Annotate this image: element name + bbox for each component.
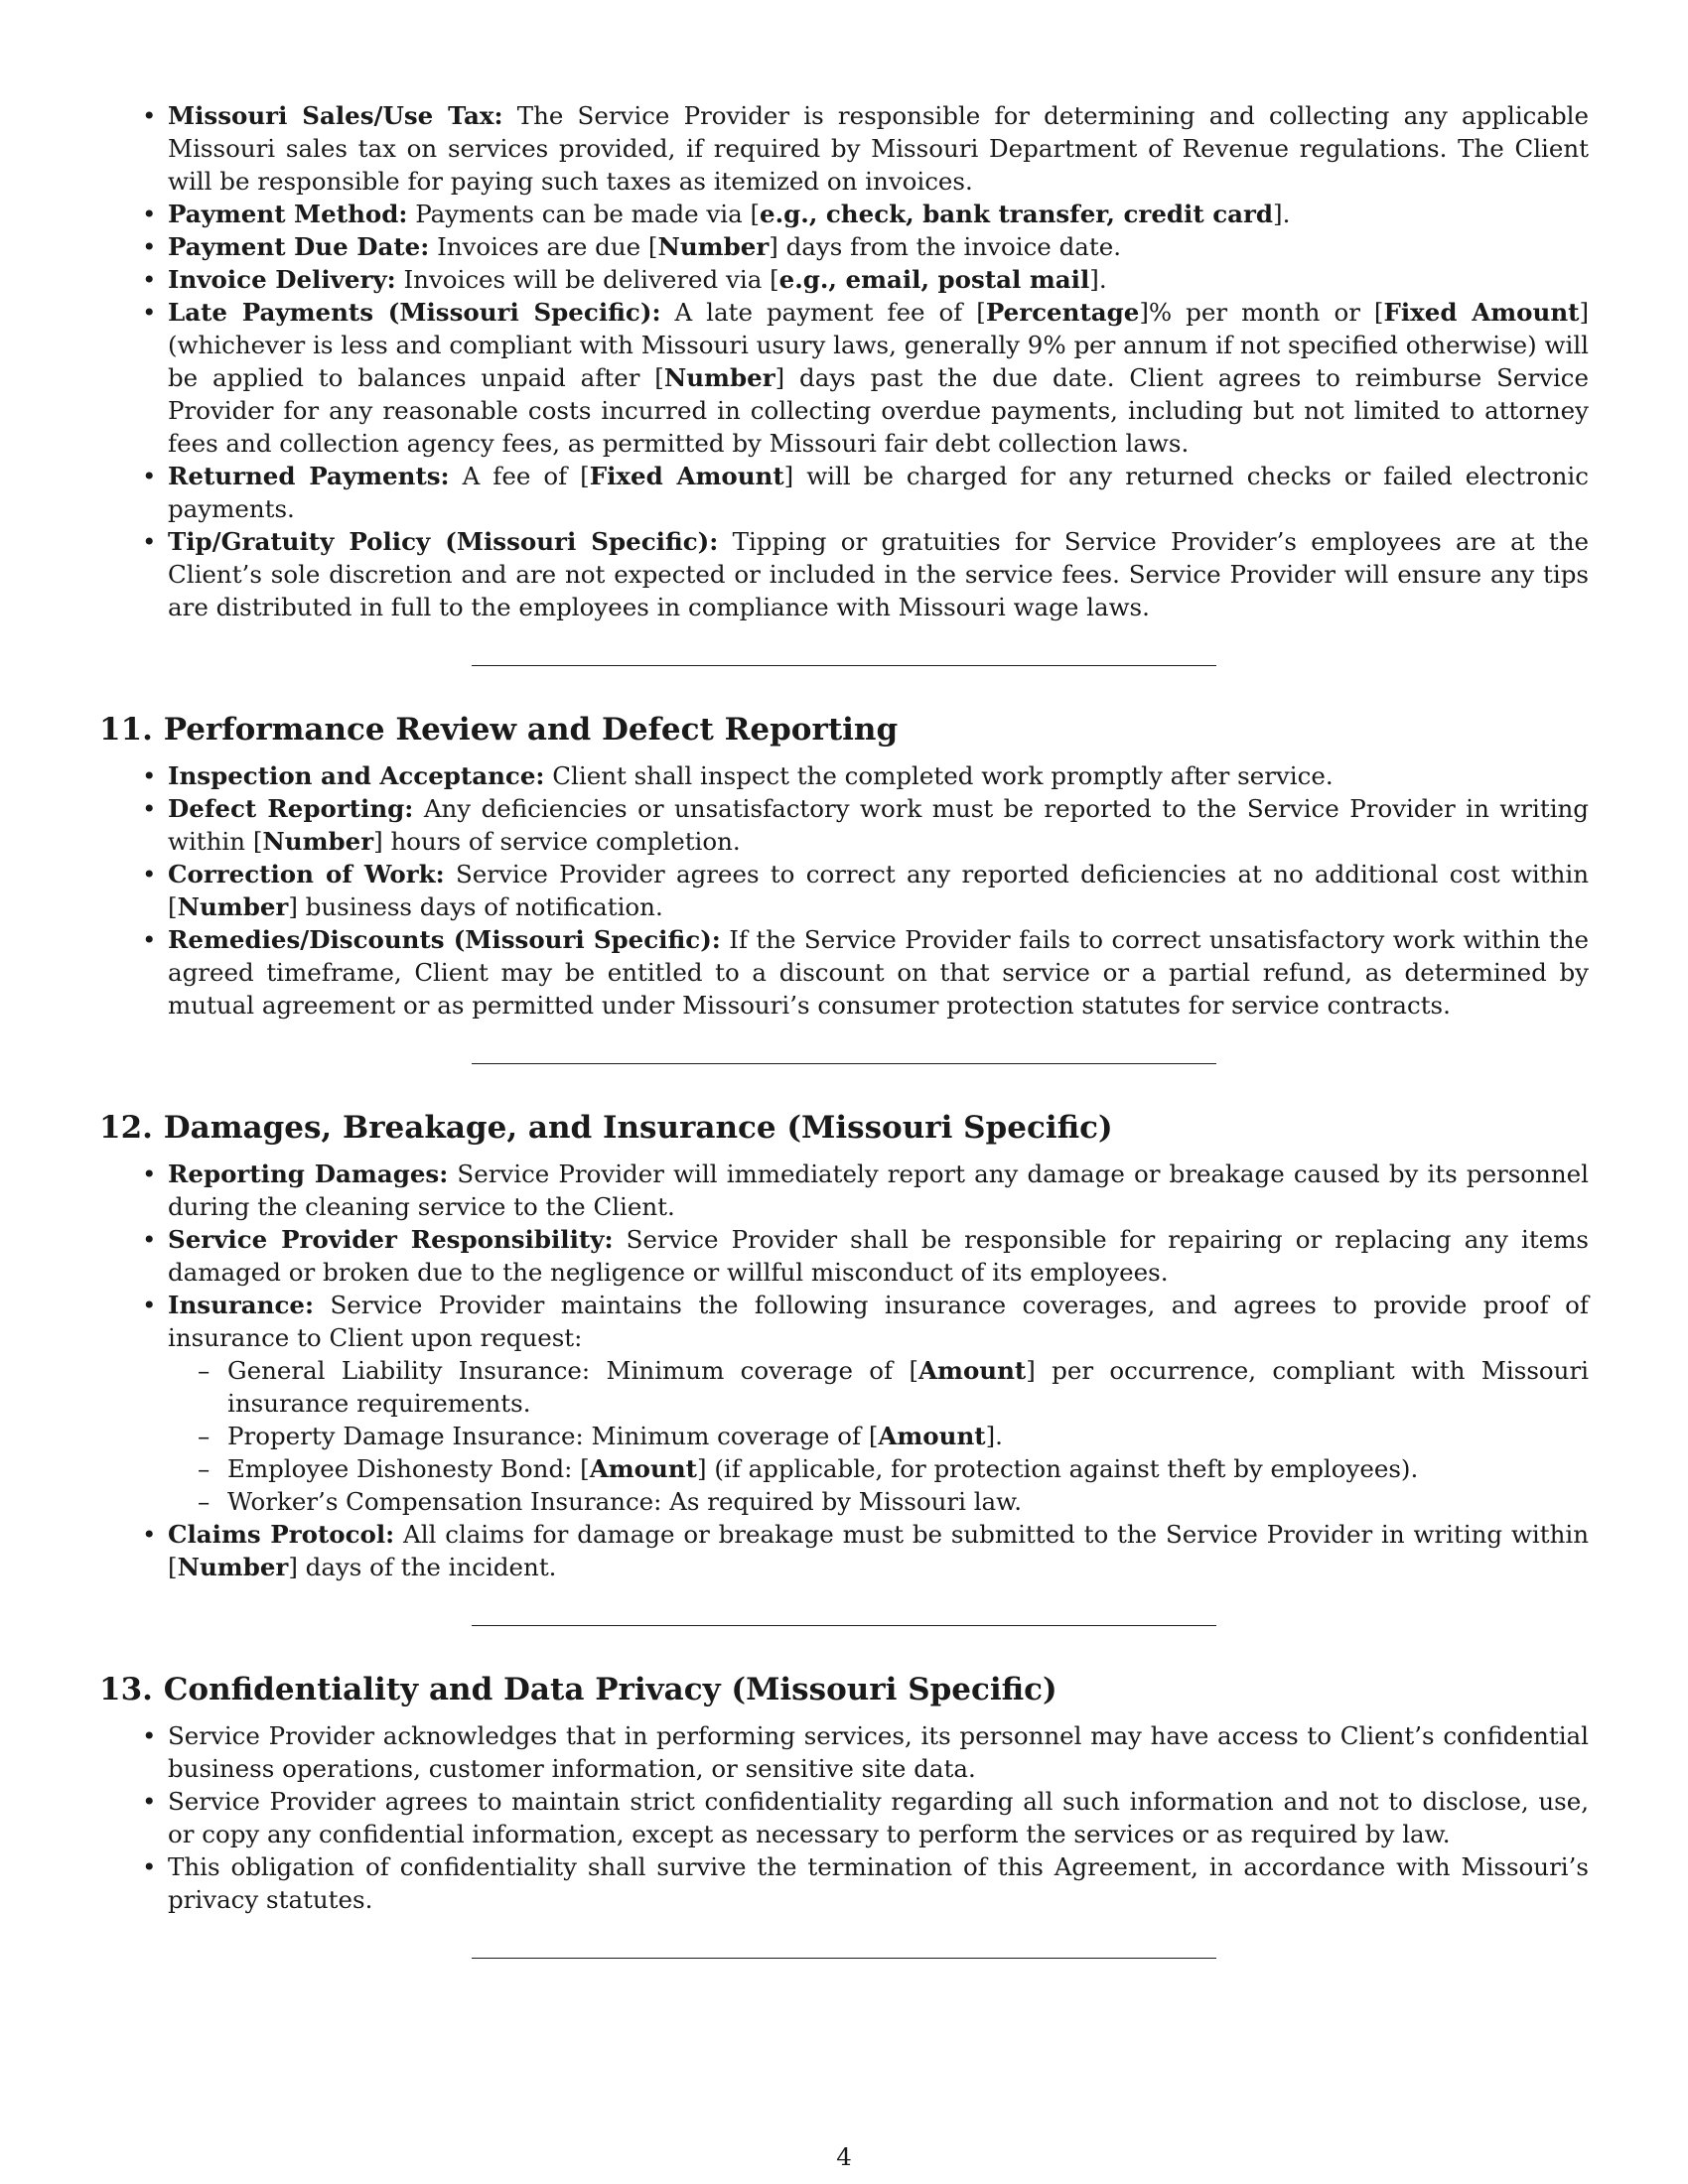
page-number: 4	[836, 2142, 852, 2171]
item-label: Service Provider Responsibility:	[168, 1225, 614, 1254]
list-item: • Reporting Damages: Service Provider will immediately report any damage or breakage caused by its personnel during the cleaning service to the Client.	[168, 1158, 1589, 1223]
placeholder-field: Number	[177, 1553, 289, 1581]
list-item: • Tip/Gratuity Policy (Missouri Specific): Tipping or gratuities for Service Provider’s employees are at the Client’s sole discretion and are not expected or included in the service fees. Service Provider will ensure any tips are distributed in full to the employees in compliance with Missouri wage laws.	[168, 525, 1589, 623]
list-item: • Defect Reporting: Any deficiencies or unsatisfactory work must be reported to the Service Provider in writing within [Number] hours of service completion.	[168, 792, 1589, 858]
list-item: – Worker’s Compensation Insurance: As required by Missouri law.	[227, 1485, 1589, 1518]
item-label: Defect Reporting:	[168, 794, 414, 823]
list-item: • Remedies/Discounts (Missouri Specific): If the Service Provider fails to correct unsatisfactory work within the agreed timeframe, Client may be entitled to a discount on that service or a partial refund, as determined by mutual agreement or as permitted under Missouri’s consumer protection statutes for service contracts.	[168, 923, 1589, 1022]
list-item: – General Liability Insurance: Minimum coverage of [Amount] per occurrence, compliant with Missouri insurance requirements.	[227, 1354, 1589, 1420]
insurance-coverage-list	[168, 1354, 1589, 1518]
list-item: • Invoice Delivery: Invoices will be delivered via [e.g., email, postal mail].	[168, 263, 1589, 296]
list-item: • This obligation of confidentiality shall survive the termination of this Agreement, in accordance with Missouri’s privacy statutes.	[168, 1850, 1589, 1916]
item-label: Late Payments (Missouri Specific):	[168, 298, 661, 327]
placeholder-field: Percentage	[985, 298, 1140, 327]
list-item: • Service Provider acknowledges that in performing services, its personnel may have access to Client’s confidential business operations, customer information, or sensitive site data.	[168, 1719, 1589, 1785]
item-label: Payment Due Date:	[168, 232, 430, 261]
section-11-list	[99, 759, 1589, 1022]
list-item: – Employee Dishonesty Bond: [Amount] (if applicable, for protection against theft by employees).	[227, 1452, 1589, 1485]
list-item: – Property Damage Insurance: Minimum coverage of [Amount].	[227, 1420, 1589, 1452]
payment-terms-list	[99, 99, 1589, 623]
section-divider	[472, 1625, 1216, 1626]
placeholder-field: Amount	[918, 1356, 1027, 1385]
page-content	[99, 99, 1589, 1959]
item-label: Correction of Work:	[168, 860, 445, 888]
placeholder-field: Number	[262, 827, 374, 856]
list-item: • Returned Payments: A fee of [Fixed Amount] will be charged for any returned checks or failed electronic payments.	[168, 460, 1589, 525]
list-item: • Correction of Work: Service Provider agrees to correct any reported deficiencies at no additional cost within [Number] business days of notification.	[168, 858, 1589, 923]
list-item: • Service Provider agrees to maintain strict confidentiality regarding all such information and not to disclose, use, or copy any confidential information, except as necessary to perform the services or as required by law.	[168, 1785, 1589, 1850]
list-item: • Missouri Sales/Use Tax: The Service Provider is responsible for determining and collecting any applicable Missouri sales tax on services provided, if required by Missouri Department of Revenue regulations. The Client will be responsible for paying such taxes as itemized on invoices.	[168, 99, 1589, 198]
item-label: Payment Method:	[168, 200, 408, 228]
item-label: Reporting Damages:	[168, 1160, 449, 1188]
section-heading-12: 12. Damages, Breakage, and Insurance (Missouri Specific)	[99, 1110, 1113, 1146]
list-item: • Service Provider Responsibility: Service Provider shall be responsible for repairing or replacing any items damaged or broken due to the negligence or willful misconduct of its employees.	[168, 1223, 1589, 1289]
placeholder-field: Amount	[589, 1454, 697, 1483]
placeholder-field: Number	[177, 892, 289, 921]
list-item: • Payment Method: Payments can be made via [e.g., check, bank transfer, credit card].	[168, 198, 1589, 230]
item-label: Remedies/Discounts (Missouri Specific):	[168, 925, 721, 954]
section-divider	[472, 665, 1216, 666]
item-label: Returned Payments:	[168, 462, 450, 490]
placeholder-field: Number	[663, 363, 775, 392]
section-13-list	[99, 1719, 1589, 1916]
section-divider	[472, 1958, 1216, 1959]
item-label: Inspection and Acceptance:	[168, 761, 545, 790]
placeholder-field: Number	[657, 232, 770, 261]
item-label: Tip/Gratuity Policy (Missouri Specific):	[168, 527, 719, 556]
list-item: • Inspection and Acceptance: Client shall inspect the completed work promptly after service.	[168, 759, 1589, 792]
list-item: • Claims Protocol: All claims for damage or breakage must be submitted to the Service Provider in writing within [Number] days of the incident.	[168, 1518, 1589, 1583]
list-item: • Payment Due Date: Invoices are due [Number] days from the invoice date.	[168, 230, 1589, 263]
list-item: • Late Payments (Missouri Specific): A late payment fee of [Percentage]% per month or [Fixed Amount] (whichever is less and compliant with Missouri usury laws, generally 9% per annum if not specified otherwise) will be applied to balances unpaid after [Number] days past the due date. Client agrees to reimburse Service Provider for any reasonable costs incurred in collecting overdue payments, including but not limited to attorney fees and collection agency fees, as permitted by Missouri fair debt collection laws.	[168, 296, 1589, 460]
item-label: Insurance:	[168, 1291, 315, 1319]
placeholder-field: e.g., check, bank transfer, credit card	[760, 200, 1274, 228]
item-label: Invoice Delivery:	[168, 265, 396, 294]
item-label: Missouri Sales/Use Tax:	[168, 101, 503, 130]
list-item: • Insurance: Service Provider maintains the following insurance coverages, and agrees to provide proof of insurance to Client upon request: – General Liability Insurance: Minimum coverage of [Amount] per occurrence, compliant with Missouri insurance requirements. – Property Damage Insurance: Minimum coverage of [Amount]. – Employee Dishonesty Bond: [Amount] (if applicable, for protection against theft by employees). – Worker’s Compensation Insurance: As required by Missouri law.	[168, 1289, 1589, 1518]
placeholder-field: Amount	[878, 1422, 986, 1450]
section-heading-13: 13. Confidentiality and Data Privacy (Missouri Specific)	[99, 1672, 1057, 1707]
section-divider	[472, 1063, 1216, 1064]
item-label: Claims Protocol:	[168, 1520, 395, 1549]
placeholder-field: Fixed Amount	[589, 462, 784, 490]
section-12-list	[99, 1158, 1589, 1583]
placeholder-field: Fixed Amount	[1383, 298, 1580, 327]
section-heading-11: 11. Performance Review and Defect Reporting	[99, 712, 899, 748]
placeholder-field: e.g., email, postal mail	[778, 265, 1090, 294]
